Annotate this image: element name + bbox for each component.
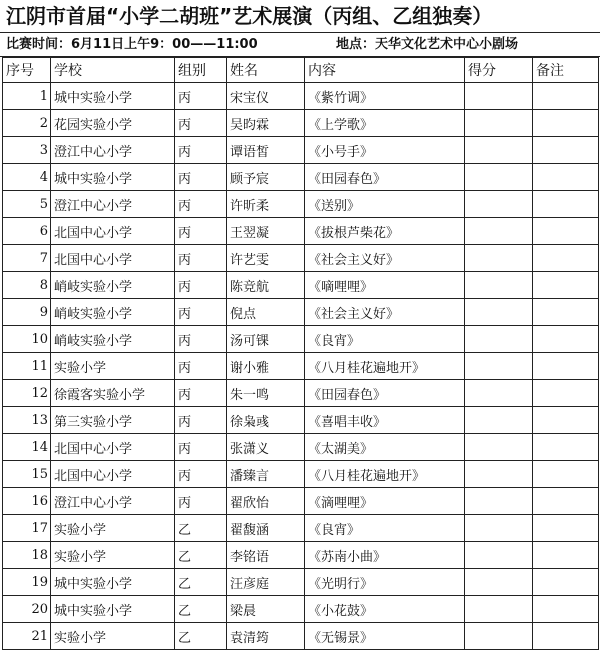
cell-content: 《良宵》 (305, 515, 465, 542)
cell-number: 5 (3, 191, 51, 218)
cell-note (533, 380, 599, 407)
cell-school: 城中实验小学 (51, 83, 175, 110)
cell-name: 李铭语 (227, 542, 305, 569)
cell-school: 峭岐实验小学 (51, 326, 175, 353)
cell-school: 花园实验小学 (51, 110, 175, 137)
cell-name: 陈竞航 (227, 272, 305, 299)
cell-content: 《小花鼓》 (305, 596, 465, 623)
cell-content: 《上学歌》 (305, 110, 465, 137)
cell-school: 第三实验小学 (51, 407, 175, 434)
header-group: 组别 (175, 58, 227, 83)
page-title: 江阴市首届“小学二胡班”艺术展演（丙组、乙组独奏） (0, 0, 600, 33)
header-score: 得分 (465, 58, 533, 83)
cell-school: 城中实验小学 (51, 164, 175, 191)
cell-school: 澄江中心小学 (51, 191, 175, 218)
table-row (3, 542, 599, 569)
cell-note (533, 83, 599, 110)
cell-score (465, 137, 533, 164)
cell-note (533, 164, 599, 191)
cell-school: 北国中心小学 (51, 434, 175, 461)
cell-note (533, 353, 599, 380)
table-row (3, 191, 599, 218)
cell-score (465, 515, 533, 542)
cell-name: 潘臻言 (227, 461, 305, 488)
cell-number: 7 (3, 245, 51, 272)
cell-school: 峭岐实验小学 (51, 299, 175, 326)
table-row (3, 299, 599, 326)
table-row (3, 407, 599, 434)
cell-group: 乙 (175, 542, 227, 569)
cell-content: 《送别》 (305, 191, 465, 218)
table-row (3, 569, 599, 596)
cell-score (465, 488, 533, 515)
cell-name: 谢小雅 (227, 353, 305, 380)
event-info (0, 33, 600, 57)
table-row (3, 515, 599, 542)
cell-number: 4 (3, 164, 51, 191)
cell-note (533, 596, 599, 623)
cell-content: 《社会主义好》 (305, 245, 465, 272)
cell-school: 北国中心小学 (51, 218, 175, 245)
table-row (3, 353, 599, 380)
cell-score (465, 245, 533, 272)
cell-content: 《小号手》 (305, 137, 465, 164)
performance-table (2, 57, 599, 650)
cell-group: 乙 (175, 569, 227, 596)
cell-content: 《嘀哩哩》 (305, 272, 465, 299)
cell-school: 城中实验小学 (51, 596, 175, 623)
cell-number: 8 (3, 272, 51, 299)
table-row (3, 596, 599, 623)
cell-note (533, 569, 599, 596)
cell-note (533, 461, 599, 488)
cell-number: 14 (3, 434, 51, 461)
cell-number: 11 (3, 353, 51, 380)
cell-score (465, 434, 533, 461)
cell-score (465, 353, 533, 380)
cell-group: 乙 (175, 596, 227, 623)
cell-name: 翟馥涵 (227, 515, 305, 542)
cell-number: 13 (3, 407, 51, 434)
cell-score (465, 110, 533, 137)
cell-note (533, 191, 599, 218)
cell-note (533, 326, 599, 353)
cell-group: 丙 (175, 488, 227, 515)
table-row (3, 272, 599, 299)
cell-name: 袁清筠 (227, 623, 305, 650)
table-row (3, 623, 599, 650)
cell-content: 《良宵》 (305, 326, 465, 353)
cell-content: 《光明行》 (305, 569, 465, 596)
cell-number: 9 (3, 299, 51, 326)
cell-score (465, 461, 533, 488)
cell-number: 17 (3, 515, 51, 542)
cell-group: 丙 (175, 326, 227, 353)
cell-score (465, 596, 533, 623)
cell-school: 澄江中心小学 (51, 137, 175, 164)
header-content: 内容 (305, 58, 465, 83)
cell-school: 峭岐实验小学 (51, 272, 175, 299)
cell-content: 《紫竹调》 (305, 83, 465, 110)
cell-school: 澄江中心小学 (51, 488, 175, 515)
cell-school: 徐霞客实验小学 (51, 380, 175, 407)
table-header-row (3, 58, 599, 83)
cell-group: 乙 (175, 623, 227, 650)
cell-school: 实验小学 (51, 542, 175, 569)
cell-note (533, 110, 599, 137)
cell-group: 乙 (175, 515, 227, 542)
cell-number: 2 (3, 110, 51, 137)
cell-school: 北国中心小学 (51, 461, 175, 488)
cell-score (465, 272, 533, 299)
cell-content: 《田园春色》 (305, 380, 465, 407)
cell-group: 丙 (175, 461, 227, 488)
table-row (3, 488, 599, 515)
header-note: 备注 (533, 58, 599, 83)
cell-group: 丙 (175, 137, 227, 164)
cell-score (465, 299, 533, 326)
cell-note (533, 488, 599, 515)
cell-school: 实验小学 (51, 623, 175, 650)
cell-group: 丙 (175, 434, 227, 461)
cell-group: 丙 (175, 83, 227, 110)
table-row (3, 83, 599, 110)
cell-score (465, 380, 533, 407)
cell-school: 实验小学 (51, 515, 175, 542)
cell-number: 18 (3, 542, 51, 569)
cell-number: 6 (3, 218, 51, 245)
cell-name: 谭语皙 (227, 137, 305, 164)
table-row (3, 380, 599, 407)
cell-score (465, 542, 533, 569)
cell-content: 《苏南小曲》 (305, 542, 465, 569)
table-row (3, 164, 599, 191)
cell-note (533, 272, 599, 299)
cell-name: 顾予宸 (227, 164, 305, 191)
cell-score (465, 569, 533, 596)
cell-content: 《无锡景》 (305, 623, 465, 650)
cell-note (533, 623, 599, 650)
table-row (3, 461, 599, 488)
cell-number: 21 (3, 623, 51, 650)
cell-name: 张潇义 (227, 434, 305, 461)
header-school: 学校 (51, 58, 175, 83)
cell-name: 倪点 (227, 299, 305, 326)
cell-name: 汪彦庭 (227, 569, 305, 596)
table-row (3, 110, 599, 137)
cell-group: 丙 (175, 245, 227, 272)
cell-group: 丙 (175, 110, 227, 137)
cell-note (533, 515, 599, 542)
cell-number: 16 (3, 488, 51, 515)
cell-school: 北国中心小学 (51, 245, 175, 272)
cell-school: 城中实验小学 (51, 569, 175, 596)
table-body (3, 83, 599, 650)
cell-number: 3 (3, 137, 51, 164)
cell-group: 丙 (175, 272, 227, 299)
cell-school: 实验小学 (51, 353, 175, 380)
event-venue: 地点：天华文化艺术中心小剧场 (336, 37, 519, 52)
cell-content: 《八月桂花遍地开》 (305, 461, 465, 488)
cell-score (465, 83, 533, 110)
header-name: 姓名 (227, 58, 305, 83)
cell-score (465, 326, 533, 353)
table-row (3, 434, 599, 461)
cell-name: 许艺雯 (227, 245, 305, 272)
cell-note (533, 218, 599, 245)
cell-number: 1 (3, 83, 51, 110)
cell-number: 20 (3, 596, 51, 623)
cell-group: 丙 (175, 191, 227, 218)
table-row (3, 326, 599, 353)
cell-name: 许昕柔 (227, 191, 305, 218)
cell-name: 徐枭彧 (227, 407, 305, 434)
cell-note (533, 137, 599, 164)
cell-note (533, 542, 599, 569)
cell-number: 15 (3, 461, 51, 488)
cell-note (533, 407, 599, 434)
cell-note (533, 245, 599, 272)
table-row (3, 137, 599, 164)
cell-content: 《滴哩哩》 (305, 488, 465, 515)
cell-name: 王翌凝 (227, 218, 305, 245)
cell-content: 《太湖美》 (305, 434, 465, 461)
cell-note (533, 434, 599, 461)
header-number: 序号 (3, 58, 51, 83)
cell-name: 汤可锞 (227, 326, 305, 353)
cell-name: 吴昀霖 (227, 110, 305, 137)
cell-group: 丙 (175, 380, 227, 407)
cell-number: 19 (3, 569, 51, 596)
cell-group: 丙 (175, 218, 227, 245)
table-row (3, 245, 599, 272)
cell-number: 12 (3, 380, 51, 407)
cell-score (465, 623, 533, 650)
cell-name: 宋宝仪 (227, 83, 305, 110)
cell-group: 丙 (175, 353, 227, 380)
cell-score (465, 218, 533, 245)
cell-content: 《田园春色》 (305, 164, 465, 191)
cell-name: 梁晨 (227, 596, 305, 623)
cell-name: 翟欣怡 (227, 488, 305, 515)
cell-content: 《拔根芦柴花》 (305, 218, 465, 245)
cell-number: 10 (3, 326, 51, 353)
event-time: 比赛时间：6月11日上午9：00——11:00 (6, 37, 258, 52)
table-row (3, 218, 599, 245)
cell-group: 丙 (175, 299, 227, 326)
cell-group: 丙 (175, 164, 227, 191)
cell-group: 丙 (175, 407, 227, 434)
cell-score (465, 164, 533, 191)
cell-note (533, 299, 599, 326)
cell-score (465, 407, 533, 434)
cell-score (465, 191, 533, 218)
cell-content: 《喜唱丰收》 (305, 407, 465, 434)
cell-name: 朱一鸣 (227, 380, 305, 407)
cell-content: 《八月桂花遍地开》 (305, 353, 465, 380)
cell-content: 《社会主义好》 (305, 299, 465, 326)
